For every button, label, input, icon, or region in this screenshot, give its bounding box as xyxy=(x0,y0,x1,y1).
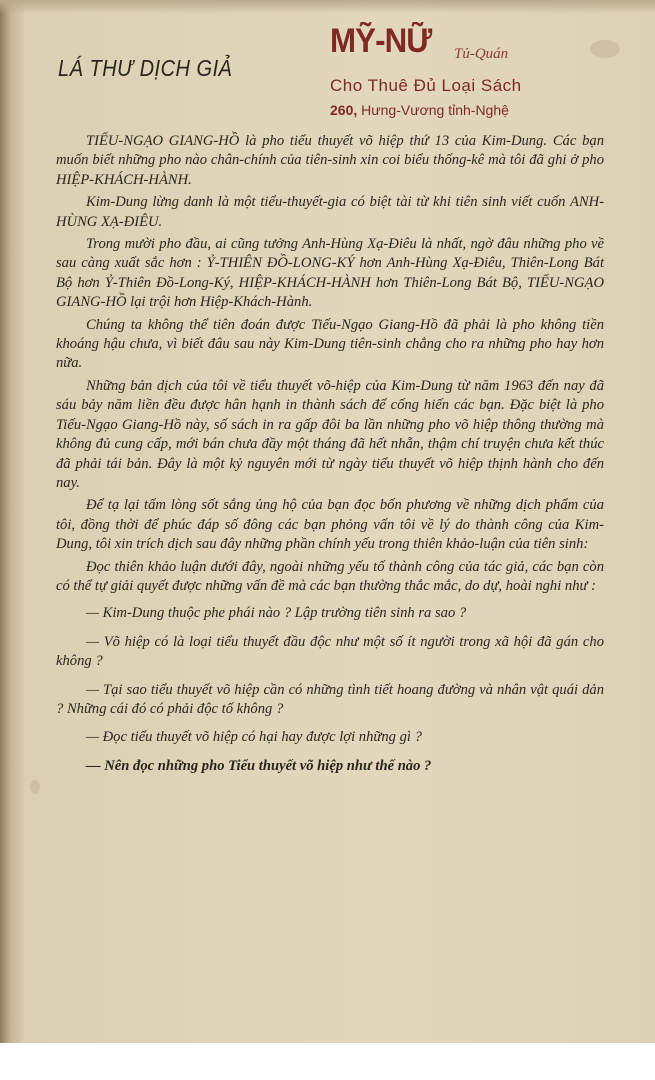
stain xyxy=(30,780,40,794)
question-item: — Kim-Dung thuộc phe phái nào ? Lập trường tiên sinh ra sao ? xyxy=(86,605,467,622)
paragraph: Trong mười pho đầu, ai cũng tưởng Anh-Hùng Xạ-Điêu là nhất, ngờ đâu những pho về sau càng xuất sắc hơn : Ỷ-THIÊN ĐỒ-LONG-KÝ hơn Anh-Hùng Xạ-Điêu, Thiên-Long Bát Bộ hơn Ỷ-Thiên Đồ-Long-Ký, HIỆP-KHÁCH-HÀNH hơn Thiên-Long Bát Bộ, TIẾU-NGẠO GIANG-HỒ lại trội hơn Hiệp-Khách-Hành. xyxy=(56,236,604,311)
stamp-address-street: Hưng-Vương tỉnh-Nghệ xyxy=(361,102,509,118)
stamp-brand: MỸ-NỮ xyxy=(330,22,432,60)
paragraph: Đọc thiên khảo luận dưới đây, ngoài những yếu tố thành công của tác giả, các bạn còn có thể tự giải quyết được những vấn đề mà các bạn thường thắc mắc, do dự, hoài nghi như : xyxy=(56,558,604,594)
question-item: — Nên đọc những pho Tiểu thuyết võ hiệp như thế nào ? xyxy=(86,757,432,774)
paragraph: Những bản dịch của tôi về tiểu thuyết võ-hiệp của Kim-Dung từ năm 1963 đến nay đã sáu bảy năm liền đều được hân hạnh in thành sách để cống hiến các bạn. Đặc biệt là pho Tiếu-Ngạo Giang-Hồ này, số sách in ra gấp đôi ba lần những pho võ hiệp thông thường mà không đủ cung cấp, mới bán chưa đầy một tháng đã hết nhẵn, thậm chí truyện chưa kết thúc đã phải tái bản. Đây là một kỷ nguyên mới từ ngày tiểu thuyết võ hiệp thịnh hành cho đến nay. xyxy=(56,377,604,491)
article-body xyxy=(56,132,604,785)
stamp-service: Cho Thuê Đủ Loại Sách xyxy=(330,76,522,95)
stamp-address xyxy=(330,102,509,118)
paragraph: Kim-Dung lừng danh là một tiểu-thuyết-gia có biệt tài từ khi tiên sinh viết cuốn ANH-HÙNG XẠ-ĐIÊU. xyxy=(56,194,604,230)
paragraph: Để tạ lại tấm lòng sốt sắng ủng hộ của bạn đọc bốn phương về những dịch phẩm của tôi, đồng thời để phúc đáp số đông các bạn phỏng vấn tôi về lý do thành công của Kim-Dung, tôi xin trích dịch sau đây những phần chính yếu trong thiên khảo-luận của tiên sinh: xyxy=(56,497,604,553)
page-title: LÁ THƯ DỊCH GIẢ xyxy=(58,56,233,82)
stamp-address-number: 260, xyxy=(330,102,358,118)
question-item: — Võ hiệp có là loại tiểu thuyết đầu độc như một số ít người trong xã hội đã gán cho không ? xyxy=(56,633,604,670)
library-stamp xyxy=(322,20,622,118)
question-item: — Tại sao tiểu thuyết võ hiệp cần có những tình tiết hoang đường và nhân vật quái dản ? Những cái đó có phải độc tố không ? xyxy=(56,681,604,717)
paragraph: TIẾU-NGẠO GIANG-HỒ là pho tiểu thuyết võ hiệp thứ 13 của Kim-Dung. Các bạn muốn biết những pho nào chân-chính của tiên-sinh xin coi biểu thống-kê mà tôi đã ghi ở pho HIỆP-KHÁCH-HÀNH. xyxy=(56,133,604,188)
stamp-script: Tủ-Quán xyxy=(454,46,509,62)
question-item: — Đọc tiểu thuyết võ hiệp có hại hay được lợi những gì ? xyxy=(86,729,422,746)
paragraph: Chúng ta không thể tiên đoán được Tiếu-Ngạo Giang-Hồ đã phải là pho không tiền khoáng hậu chưa, vì biết đâu sau này Kim-Dung tiên-sinh chẳng cho ra những pho hay hơn nữa. xyxy=(56,316,604,372)
